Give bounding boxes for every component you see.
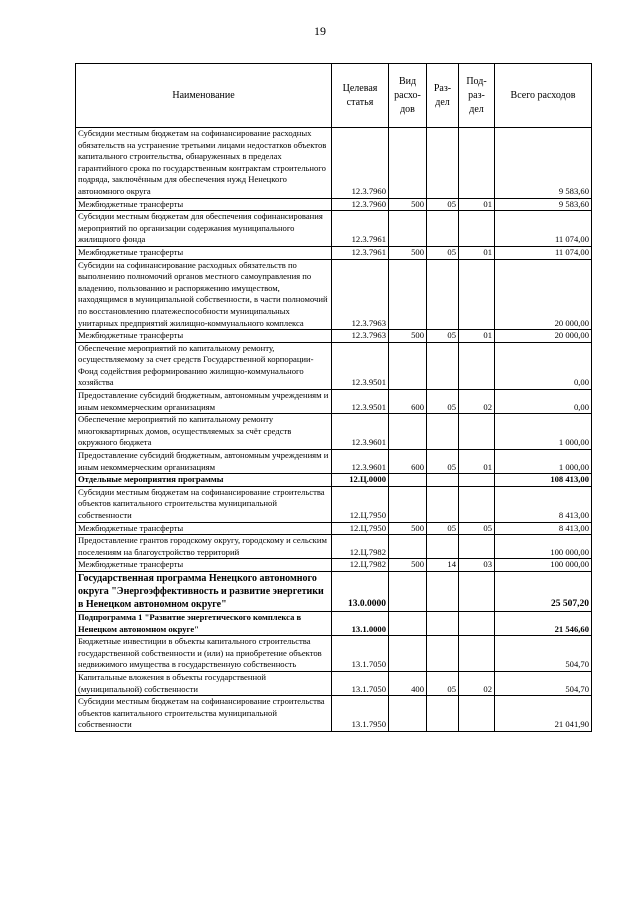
budget-table [75,63,592,732]
row-article: 13.1.7050 [332,636,389,672]
row-subsection: 03 [459,559,495,572]
row-article: 12.Ц.0000 [332,474,389,487]
row-total: 21 041,90 [495,696,592,732]
row-section [427,611,459,635]
row-total: 9 583,60 [495,198,592,211]
row-section [427,259,459,330]
row-expense-type [389,342,427,389]
row-subsection [459,259,495,330]
row-subsection [459,342,495,389]
table-row [76,559,592,572]
row-total: 20 000,00 [495,330,592,343]
row-expense-type: 500 [389,198,427,211]
row-subsection: 02 [459,671,495,695]
row-article: 12.Ц.7982 [332,535,389,559]
table-row [76,535,592,559]
table-row [76,198,592,211]
row-total: 25 507,20 [495,571,592,611]
table-row [76,414,592,450]
row-section [427,342,459,389]
row-section: 05 [427,330,459,343]
row-total: 9 583,60 [495,128,592,199]
row-subsection [459,211,495,247]
row-total: 100 000,00 [495,535,592,559]
row-name: Подпрограмма 1 "Развитие энергетического комплекса в Ненецком автономном округе" [76,611,332,635]
row-subsection: 05 [459,522,495,535]
row-expense-type: 400 [389,671,427,695]
row-expense-type [389,535,427,559]
row-name: Межбюджетные трансферты [76,522,332,535]
header-total: Всего расходов [495,64,592,128]
row-subsection [459,636,495,672]
table-header-row [76,64,592,128]
row-subsection [459,474,495,487]
row-subsection [459,696,495,732]
row-total: 0,00 [495,390,592,414]
row-expense-type: 600 [389,450,427,474]
row-section: 05 [427,671,459,695]
row-subsection [459,414,495,450]
row-expense-type [389,571,427,611]
row-subsection [459,571,495,611]
page-number: 19 [314,24,326,38]
row-name: Межбюджетные трансферты [76,559,332,572]
row-article: 12.3.9501 [332,390,389,414]
row-total: 11 074,00 [495,246,592,259]
table-row [76,486,592,522]
header-section: Раз-дел [427,64,459,128]
row-total: 504,70 [495,636,592,672]
row-section [427,636,459,672]
row-total: 108 413,00 [495,474,592,487]
row-article: 13.1.0000 [332,611,389,635]
row-expense-type [389,486,427,522]
table-row [76,390,592,414]
row-name: Межбюджетные трансферты [76,198,332,211]
row-name: Субсидии местным бюджетам на софинансирование расходных обязательств на устранение третьими лицами недостатков объектов капитального строительства, обнаруженных в пределах гарантийного срока по государственным контрактам строительного подряда, заключённым для обеспечения нужд Ненецкого автономного округа [76,128,332,199]
row-subsection [459,535,495,559]
row-subsection: 01 [459,246,495,259]
table-row [76,342,592,389]
row-name: Субсидии местным бюджетам на софинансирование строительства объектов капитального строительства муниципальной собственности [76,486,332,522]
row-expense-type: 500 [389,559,427,572]
header-subsection: Под-раз-дел [459,64,495,128]
row-expense-type [389,211,427,247]
row-article: 12.Ц.7950 [332,522,389,535]
row-name: Предоставление субсидий бюджетным, автономным учреждениям и иным некоммерческим организациям [76,450,332,474]
row-section [427,128,459,199]
row-expense-type: 500 [389,330,427,343]
row-expense-type [389,611,427,635]
row-section [427,414,459,450]
row-article: 12.3.7960 [332,128,389,199]
row-section: 05 [427,450,459,474]
row-section: 05 [427,198,459,211]
table-row [76,450,592,474]
row-section: 14 [427,559,459,572]
row-section [427,696,459,732]
row-article: 12.3.9601 [332,450,389,474]
row-expense-type [389,414,427,450]
row-article: 12.3.7963 [332,259,389,330]
table-row [76,259,592,330]
row-section: 05 [427,390,459,414]
row-article: 12.3.7963 [332,330,389,343]
table-row [76,671,592,695]
table-row [76,211,592,247]
table-row [76,696,592,732]
row-subsection: 01 [459,330,495,343]
table-row [76,128,592,199]
row-section [427,211,459,247]
row-name: Предоставление грантов городскому округу, городскому и сельским поселениям на благоустройство территорий [76,535,332,559]
table-row [76,246,592,259]
header-name: Наименование [76,64,332,128]
row-section: 05 [427,522,459,535]
row-article: 12.3.9601 [332,414,389,450]
row-name: Обеспечение мероприятий по капитальному ремонту многоквартирных домов, осуществляемых за счёт средств окружного бюджета [76,414,332,450]
row-expense-type [389,128,427,199]
row-name: Субсидии местным бюджетам на софинансирование строительства объектов капитального строительства муниципальной собственности [76,696,332,732]
row-article: 13.1.7950 [332,696,389,732]
row-total: 1 000,00 [495,414,592,450]
row-total: 0,00 [495,342,592,389]
row-total: 504,70 [495,671,592,695]
row-name: Обеспечение мероприятий по капитальному ремонту, осуществляемому за счет средств Государственной корпорации-Фонд содействия реформированию жилищно-коммунального хозяйства [76,342,332,389]
row-name: Государственная программа Ненецкого автономного округа "Энергоэффективность и развитие энергетики в Ненецком автономном округе" [76,571,332,611]
row-article: 13.0.0000 [332,571,389,611]
row-expense-type: 500 [389,522,427,535]
row-subsection: 02 [459,390,495,414]
row-subsection: 01 [459,198,495,211]
row-name: Межбюджетные трансферты [76,246,332,259]
row-subsection [459,486,495,522]
row-section [427,535,459,559]
row-subsection [459,128,495,199]
row-article: 13.1.7050 [332,671,389,695]
row-total: 100 000,00 [495,559,592,572]
table-row [76,571,592,611]
row-section [427,571,459,611]
row-expense-type: 600 [389,390,427,414]
row-article: 12.3.7961 [332,246,389,259]
header-expense-type: Вид расхо-дов [389,64,427,128]
row-name: Межбюджетные трансферты [76,330,332,343]
row-subsection: 01 [459,450,495,474]
row-name: Субсидии на софинансирование расходных обязательств по выполнению полномочий органов местного самоуправления по владению, пользованию и распоряжению имуществом, находящимся в муниципальной собственности, в части полномочий по восстановлению платежеспособности муниципальных унитарных предприятий жилищно-коммунального комплекса [76,259,332,330]
row-total: 20 000,00 [495,259,592,330]
row-article: 12.Ц.7982 [332,559,389,572]
table-row [76,611,592,635]
row-name: Субсидии местным бюджетам для обеспечения софинансирования мероприятий по организации содержания муниципального жилищного фонда [76,211,332,247]
table-row [76,474,592,487]
table-row [76,330,592,343]
row-name: Предоставление субсидий бюджетным, автономным учреждениям и иным некоммерческим организациям [76,390,332,414]
row-section [427,486,459,522]
row-article: 12.3.7960 [332,198,389,211]
row-name: Отдельные мероприятия программы [76,474,332,487]
row-expense-type [389,696,427,732]
table-row [76,636,592,672]
header-article: Целевая статья [332,64,389,128]
row-name: Бюджетные инвестиции в объекты капитального строительства государственной собственности и (или) на приобретение объектов недвижимого имущества в государственную собственность [76,636,332,672]
row-name: Капитальные вложения в объекты государственной (муниципальной) собственности [76,671,332,695]
row-article: 12.3.9501 [332,342,389,389]
table-row [76,522,592,535]
row-section [427,474,459,487]
row-expense-type [389,259,427,330]
row-section: 05 [427,246,459,259]
row-total: 1 000,00 [495,450,592,474]
row-article: 12.Ц.7950 [332,486,389,522]
row-article: 12.3.7961 [332,211,389,247]
row-expense-type [389,636,427,672]
row-subsection [459,611,495,635]
row-expense-type: 500 [389,246,427,259]
row-total: 11 074,00 [495,211,592,247]
row-total: 8 413,00 [495,486,592,522]
row-expense-type [389,474,427,487]
row-total: 8 413,00 [495,522,592,535]
row-total: 21 546,60 [495,611,592,635]
